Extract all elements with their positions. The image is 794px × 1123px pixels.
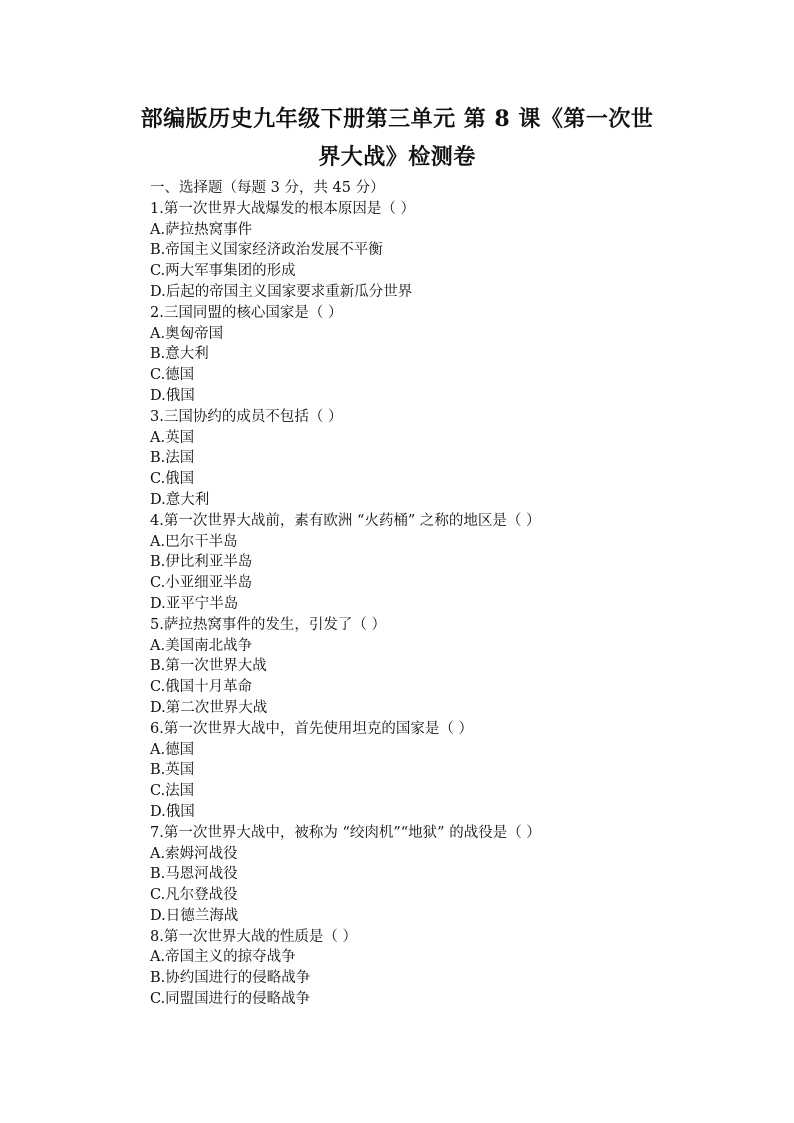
question-7 — [150, 823, 710, 927]
option-a: A.萨拉热窝事件 — [150, 221, 253, 238]
option-a: A.德国 — [150, 741, 195, 758]
option-d: D.第二次世界大战 — [150, 699, 268, 716]
option-c: C.法国 — [150, 783, 195, 800]
question-4 — [150, 511, 710, 615]
question-stem: 2.三国同盟的核心国家是（ ） — [150, 304, 343, 321]
question-stem: 4.第一次世界大战前，素有欧洲 “火药桶” 之称的地区是（ ） — [150, 512, 541, 529]
option-a: A.英国 — [150, 429, 195, 446]
option-b: B.第一次世界大战 — [150, 658, 267, 675]
question-stem: 3.三国协约的成员不包括（ ） — [150, 408, 343, 425]
option-b: B.协约国进行的侵略战争 — [150, 970, 311, 987]
question-stem: 8.第一次世界大战的性质是（ ） — [150, 928, 357, 945]
option-c: C.凡尔登战役 — [150, 887, 238, 904]
option-d: D.后起的帝国主义国家要求重新瓜分世界 — [150, 283, 413, 300]
option-b: B.法国 — [150, 450, 195, 467]
option-d: D.亚平宁半岛 — [150, 595, 239, 612]
question-1 — [150, 199, 710, 303]
question-stem: 1.第一次世界大战爆发的根本原因是（ ） — [150, 200, 415, 217]
question-6 — [150, 719, 710, 823]
option-c: C.小亚细亚半岛 — [150, 575, 253, 592]
title-line-2: 界大战》检测卷 — [318, 144, 476, 170]
question-8 — [150, 927, 710, 1010]
option-c: C.德国 — [150, 367, 195, 384]
option-a: A.美国南北战争 — [150, 637, 253, 654]
option-c: C.同盟国进行的侵略战争 — [150, 991, 311, 1008]
option-b: B.伊比利亚半岛 — [150, 554, 253, 571]
option-b: B.意大利 — [150, 346, 209, 363]
question-stem: 5.萨拉热窝事件的发生，引发了（ ） — [150, 616, 386, 633]
document-title — [100, 100, 694, 176]
option-d: D.俄国 — [150, 803, 195, 820]
option-a: A.帝国主义的掠夺战争 — [150, 949, 296, 966]
question-5 — [150, 615, 710, 719]
question-2 — [150, 303, 710, 407]
question-3 — [150, 407, 710, 511]
section-header: 一、选择题（每题 3 分，共 45 分） — [150, 180, 385, 196]
option-a: A.巴尔干半岛 — [150, 533, 238, 550]
option-b: B.帝国主义国家经济政治发展不平衡 — [150, 242, 383, 259]
option-b: B.英国 — [150, 762, 195, 779]
question-stem: 7.第一次世界大战中，被称为 “绞肉机”“地狱” 的战役是（ ） — [150, 824, 541, 841]
option-c: C.俄国十月革命 — [150, 679, 253, 696]
question-stem: 6.第一次世界大战中，首先使用坦克的国家是（ ） — [150, 720, 473, 737]
option-d: D.俄国 — [150, 387, 195, 404]
title-line-1: 部编版历史九年级下册第三单元 第 8 课《第一次世 — [140, 106, 654, 132]
option-a: A.索姆河战役 — [150, 845, 238, 862]
option-d: D.意大利 — [150, 491, 210, 508]
option-b: B.马恩河战役 — [150, 866, 238, 883]
option-d: D.日德兰海战 — [150, 907, 239, 924]
document-body — [150, 178, 710, 1010]
option-c: C.俄国 — [150, 471, 195, 488]
option-c: C.两大军事集团的形成 — [150, 263, 296, 280]
option-a: A.奥匈帝国 — [150, 325, 224, 342]
